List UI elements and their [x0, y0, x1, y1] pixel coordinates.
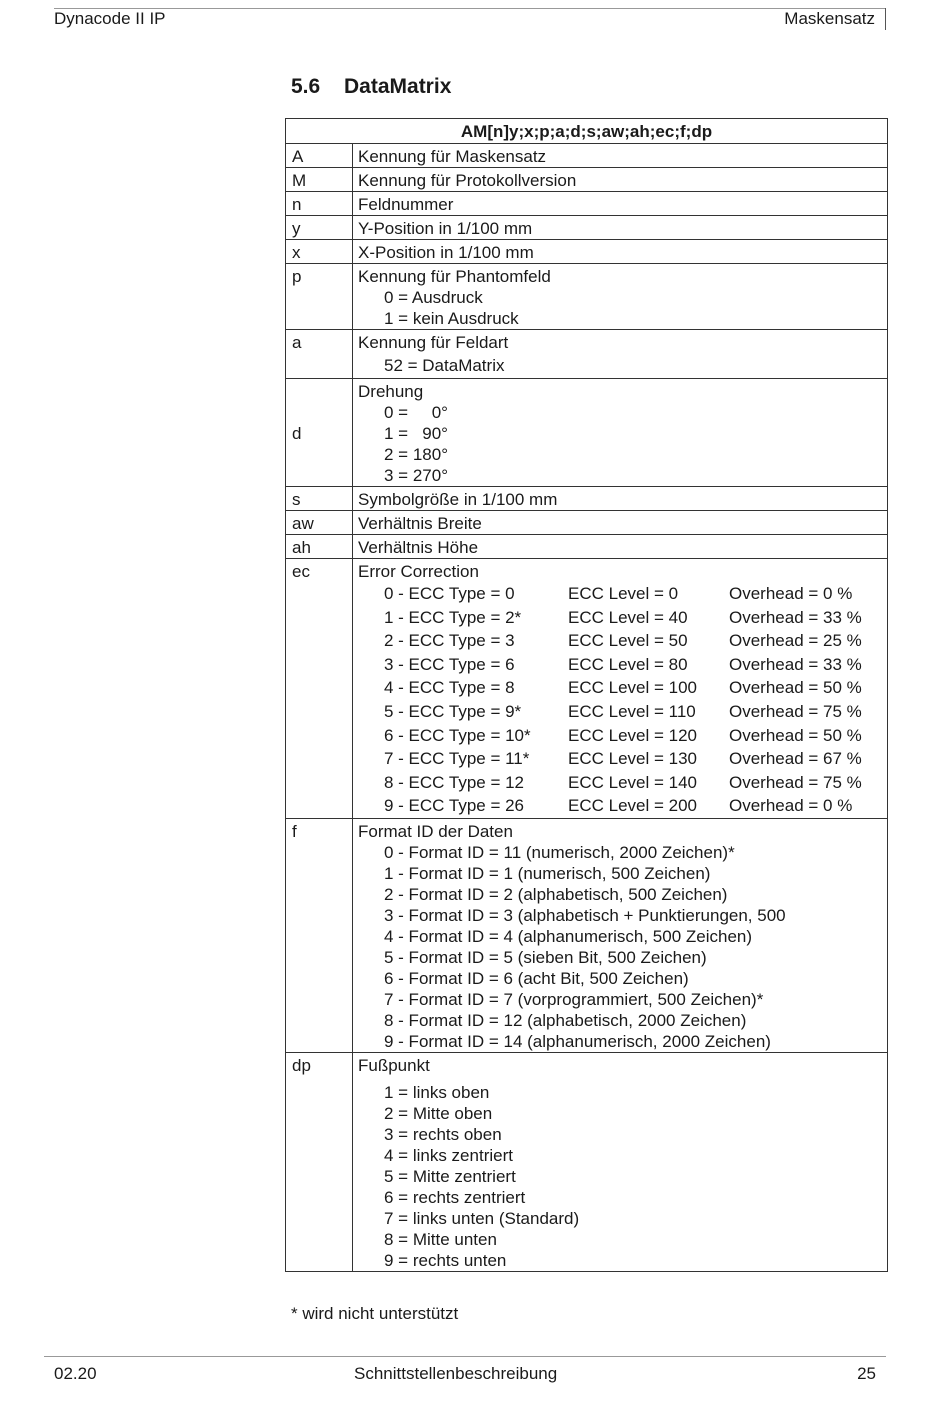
ecc-option [358, 700, 887, 724]
ecc-level: ECC Level = 120 [568, 725, 697, 745]
param-row-x [286, 240, 888, 264]
param-row-dp [286, 1052, 888, 1271]
option-item: 6 - Format ID = 6 (acht Bit, 500 Zeichen) [384, 968, 689, 988]
param-key: aw [286, 511, 353, 535]
param-row-aw [286, 511, 888, 535]
param-key: M [286, 168, 353, 192]
option-item: 2 = 180° [384, 445, 448, 464]
header-chapter: Maskensatz [784, 9, 875, 28]
option-item: 0 = Ausdruck [384, 288, 483, 307]
param-key: ah [286, 535, 353, 559]
option-item: 4 - Format ID = 4 (alphanumerisch, 500 Zeichen) [384, 926, 753, 946]
option-item: 7 = links unten (Standard) [384, 1208, 580, 1228]
footer-date: 02.20 [54, 1364, 97, 1383]
param-key: d [286, 379, 353, 487]
option-item: 0 - Format ID = 11 (numerisch, 2000 Zeichen)* [384, 842, 735, 862]
param-label: Drehung [358, 382, 424, 401]
header-product: Dynacode II IP [54, 9, 166, 28]
param-key: s [286, 487, 353, 511]
option-item: 1 = kein Ausdruck [384, 309, 519, 328]
ecc-type: 9 - ECC Type = 26 [384, 796, 525, 816]
ecc-type: 0 - ECC Type = 0 [384, 584, 515, 603]
footer-page-number: 25 [857, 1364, 876, 1383]
param-description [353, 559, 888, 819]
param-description: Verhältnis Breite [353, 511, 888, 535]
parameter-table [285, 118, 888, 1272]
param-description [353, 330, 888, 379]
ecc-option [358, 676, 887, 700]
param-description: Kennung für Protokollversion [353, 168, 888, 192]
param-row-y [286, 216, 888, 240]
param-key: a [286, 330, 353, 379]
section-title [291, 75, 451, 99]
param-row-p [286, 264, 888, 330]
param-key: y [286, 216, 353, 240]
syntax-row [286, 119, 888, 144]
header-divider [885, 8, 886, 30]
param-label: Kennung für Feldart [358, 333, 509, 352]
option-item: 3 = 270° [384, 466, 448, 485]
option-item: 1 - Format ID = 1 (numerisch, 500 Zeichen) [384, 863, 711, 883]
ecc-overhead: Overhead = 50 % [729, 678, 862, 698]
ecc-overhead: Overhead = 50 % [729, 725, 862, 745]
param-description: Feldnummer [353, 192, 888, 216]
param-row-d [286, 379, 888, 487]
param-row-ec [286, 559, 888, 819]
param-label: Error Correction [358, 562, 479, 581]
ecc-level: ECC Level = 140 [568, 772, 697, 792]
ecc-type: 2 - ECC Type = 3 [384, 631, 515, 651]
ecc-type: 5 - ECC Type = 9* [384, 701, 522, 721]
ecc-overhead: Overhead = 33 % [729, 607, 862, 627]
ecc-type: 1 - ECC Type = 2* [384, 607, 522, 627]
option-item: 1 = links oben [384, 1082, 490, 1102]
option-item: 5 - Format ID = 5 (sieben Bit, 500 Zeichen) [384, 947, 707, 967]
ecc-overhead: Overhead = 0 % [729, 796, 853, 816]
ecc-overhead: Overhead = 67 % [729, 749, 862, 769]
ecc-type: 3 - ECC Type = 6 [384, 654, 515, 674]
param-row-s [286, 487, 888, 511]
param-key: n [286, 192, 353, 216]
ecc-type: 4 - ECC Type = 8 [384, 678, 515, 698]
footer-rule [44, 1356, 886, 1357]
ecc-overhead: Overhead = 75 % [729, 772, 862, 792]
param-description: X-Position in 1/100 mm [353, 240, 888, 264]
option-item: 9 = rechts unten [384, 1250, 507, 1270]
param-key: f [286, 818, 353, 1052]
section-name: DataMatrix [344, 75, 452, 98]
section-number: 5.6 [291, 75, 321, 98]
ecc-option [358, 747, 887, 771]
option-item: 2 = Mitte oben [384, 1103, 493, 1123]
param-key: p [286, 264, 353, 330]
option-item: 3 = rechts oben [384, 1124, 502, 1144]
ecc-level: ECC Level = 110 [568, 701, 696, 721]
option-item: 9 - Format ID = 14 (alphanumerisch, 2000 Zeichen) [384, 1031, 771, 1051]
ecc-level: ECC Level = 200 [568, 796, 697, 816]
ecc-option [358, 771, 887, 795]
param-label: Kennung für Phantomfeld [358, 267, 551, 286]
param-description [353, 1052, 888, 1271]
ecc-level: ECC Level = 80 [568, 654, 688, 674]
option-item: 8 = Mitte unten [384, 1229, 497, 1249]
ecc-option [358, 582, 887, 606]
param-label: Format ID der Daten [358, 821, 513, 841]
ecc-overhead: Overhead = 25 % [729, 631, 862, 651]
ecc-type: 8 - ECC Type = 12 [384, 772, 525, 792]
ecc-level: ECC Level = 0 [568, 584, 679, 603]
ecc-option [358, 724, 887, 748]
param-row-a [286, 330, 888, 379]
footer-title: Schnittstellenbeschreibung [354, 1364, 558, 1383]
param-key: A [286, 144, 353, 168]
ecc-option [358, 629, 887, 653]
option-item: 0 = 0° [384, 403, 448, 422]
param-description: Verhältnis Höhe [353, 535, 888, 559]
param-description [353, 818, 888, 1052]
page-header [54, 8, 886, 32]
param-key: ec [286, 559, 353, 819]
param-row-a [286, 144, 888, 168]
ecc-overhead: Overhead = 33 % [729, 654, 862, 674]
ecc-level: ECC Level = 40 [568, 607, 688, 627]
footnote: * wird nicht unterstützt [291, 1304, 459, 1323]
ecc-type: 7 - ECC Type = 11* [384, 749, 530, 769]
ecc-overhead: Overhead = 75 % [729, 701, 862, 721]
param-label: Fußpunkt [358, 1055, 430, 1075]
param-description: Symbolgröße in 1/100 mm [353, 487, 888, 511]
option-item: 7 - Format ID = 7 (vorprogrammiert, 500 Zeichen)* [384, 989, 764, 1009]
ecc-level: ECC Level = 50 [568, 631, 688, 651]
header-rule [54, 8, 886, 9]
option-item: 2 - Format ID = 2 (alphabetisch, 500 Zeichen) [384, 884, 728, 904]
param-description [353, 379, 888, 487]
option-item: 8 - Format ID = 12 (alphabetisch, 2000 Zeichen) [384, 1010, 747, 1030]
syntax-cell: AM[n]y;x;p;a;d;s;aw;ah;ec;f;dp [286, 119, 888, 144]
param-description: Kennung für Maskensatz [353, 144, 888, 168]
param-row-m [286, 168, 888, 192]
option-item: 1 = 90° [384, 424, 448, 443]
ecc-type: 6 - ECC Type = 10* [384, 725, 531, 745]
option-item: 5 = Mitte zentriert [384, 1166, 516, 1186]
page-footer [44, 1356, 886, 1396]
param-key: dp [286, 1052, 353, 1271]
ecc-level: ECC Level = 130 [568, 749, 697, 769]
option-item: 52 = DataMatrix [384, 356, 505, 375]
option-item: 4 = links zentriert [384, 1145, 513, 1165]
param-row-ah [286, 535, 888, 559]
param-row-f [286, 818, 888, 1052]
ecc-level: ECC Level = 100 [568, 678, 697, 698]
ecc-option [358, 794, 887, 818]
param-key: x [286, 240, 353, 264]
ecc-option [358, 653, 887, 677]
param-description [353, 264, 888, 330]
param-description: Y-Position in 1/100 mm [353, 216, 888, 240]
ecc-overhead: Overhead = 0 % [729, 584, 853, 603]
option-item: 3 - Format ID = 3 (alphabetisch + Punktierungen, 500 [384, 905, 786, 925]
option-item: 6 = rechts zentriert [384, 1187, 526, 1207]
param-row-n [286, 192, 888, 216]
ecc-option [358, 606, 887, 630]
